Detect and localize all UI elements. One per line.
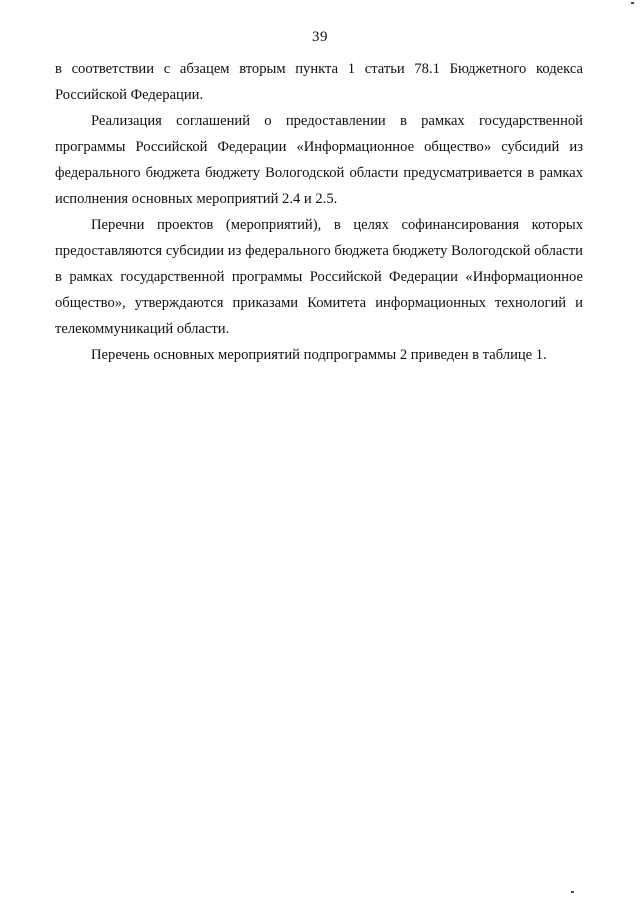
paragraph-project-lists: Перечни проектов (мероприятий), в целях софинансирования которых предоставляются субсидии из федерального бюджета бюджету Вологодской области в рамках государственной программы Российской Федерации «Информационное общество», утверждаются приказами Комитета информационных технологий и телекоммуникаций области. xyxy=(55,217,583,337)
scan-speck-top-right xyxy=(631,2,634,4)
document-body xyxy=(55,56,583,368)
scan-speck-bottom-right xyxy=(571,891,574,893)
paragraph-agreements: Реализация соглашений о предоставлении в рамках государственной программы Российской Федерации «Информационное общество» субсидий из федерального бюджета бюджету Вологодской области предусматривается в рамках исполнения основных мероприятий 2.4 и 2.5. xyxy=(55,113,583,207)
paragraph-table-reference: Перечень основных мероприятий подпрограммы 2 приведен в таблице 1. xyxy=(91,347,547,363)
paragraph-continuation: в соответствии с абзацем вторым пункта 1 статьи 78.1 Бюджетного кодекса Российской Федерации. xyxy=(55,61,583,103)
page-number: 39 xyxy=(312,29,328,45)
